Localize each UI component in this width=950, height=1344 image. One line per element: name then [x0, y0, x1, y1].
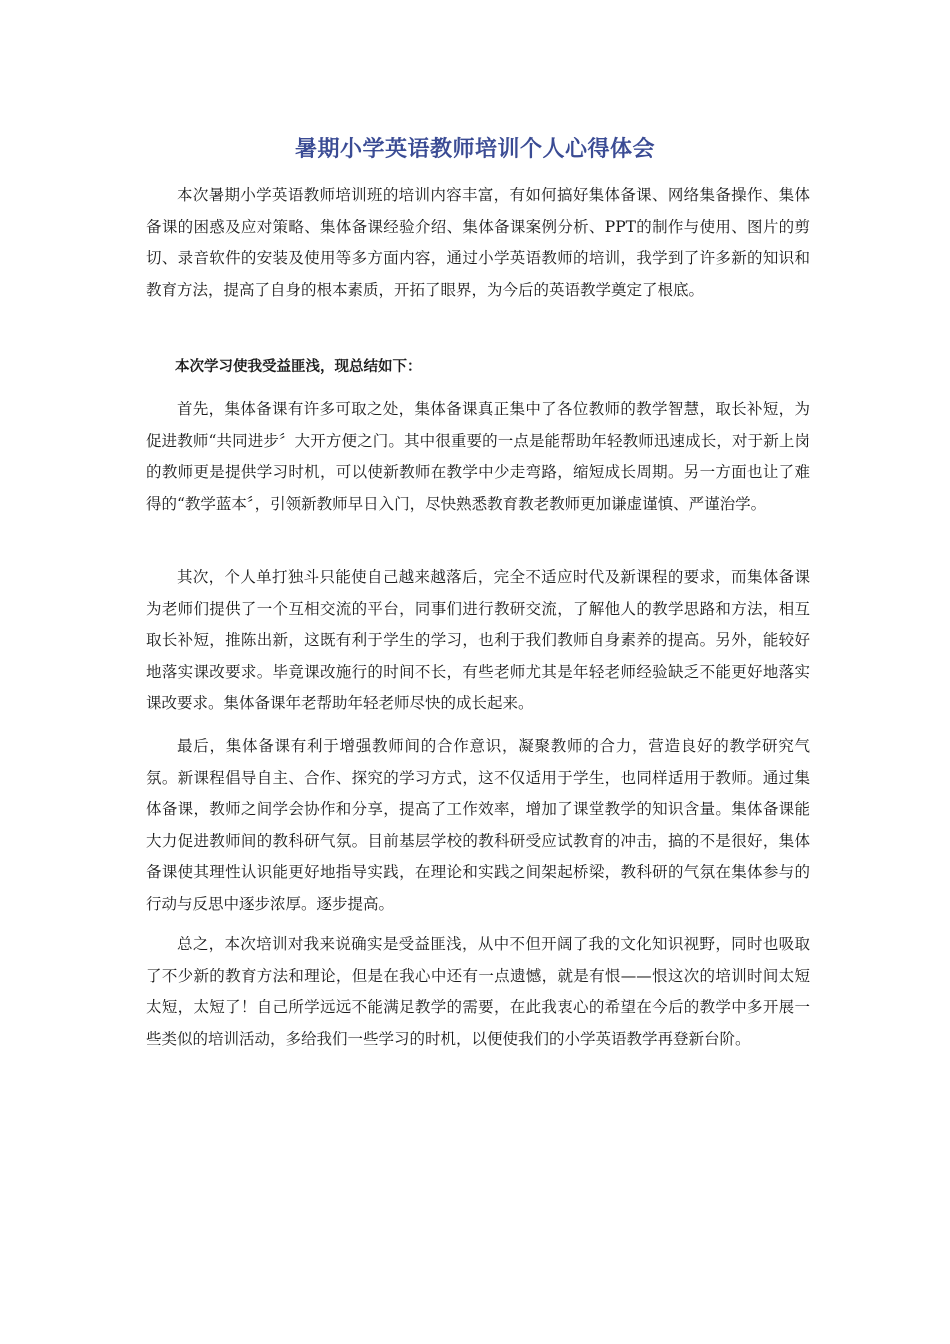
paragraph-last: 最后，集体备课有利于增强教师间的合作意识，凝聚教师的合力，营造良好的教学研究气氛。新课程倡导自主、合作、探究的学习方式，这不仅适用于学生，也同样适用于教师。通过集体备课，教师之间学会协作和分享，提高了工作效率，增加了课堂教学的知识含量。集体备课能大力促进教师间的教科研气氛。目前基层学校的教科研受应试教育的冲击，搞的不是很好，集体备课使其理性认识能更好地指导实践，在理论和实践之间架起桥梁，教科研的气氛在集体参与的行动与反思中逐步浓厚。逐步提高。	[146, 737, 810, 913]
summary-heading: 本次学习使我受益匪浅，现总结如下：	[175, 359, 422, 375]
paragraph-first: 首先，集体备课有许多可取之处，集体备课真正集中了各位教师的教学智慧，取长补短，为促进教师“共同进步〞大开方便之门。其中很重要的一点是能帮助年轻教师迅速成长，对于新上岗的教师更是提供学习时机，可以使新教师在教学中少走弯路，缩短成长周期。另一方面也让了难得的“教学蓝本〞，引领新教师早日入门，尽快熟悉教育教老教师更加谦虚谨慎、严谨治学。	[146, 400, 810, 513]
paragraph-intro: 本次暑期小学英语教师培训班的培训内容丰富，有如何搞好集体备课、网络集备操作、集体备课的困惑及应对策略、集体备课经验介绍、集体备课案例分析、PPT的制作与使用、图片的剪切、录音软件的安装及使用等多方面内容，通过小学英语教师的培训，我学到了许多新的知识和教育方法，提高了自身的根本素质，开拓了眼界，为今后的英语教学奠定了根底。	[146, 186, 810, 299]
paragraph-conclusion: 总之，本次培训对我来说确实是受益匪浅，从中不但开阔了我的文化知识视野，同时也吸取了不少新的教育方法和理论，但是在我心中还有一点遗憾，就是有恨——恨这次的培训时间太短太短，太短了！自己所学远远不能满足教学的需要，在此我衷心的希望在今后的教学中多开展一些类似的培训活动，多给我们一些学习的时机，以便使我们的小学英语教学再登新台阶。	[146, 935, 810, 1048]
paragraph-second: 其次，个人单打独斗只能使自己越来越落后，完全不适应时代及新课程的要求，而集体备课为老师们提供了一个互相交流的平台，同事们进行教研交流，了解他人的教学思路和方法，相互取长补短，推陈出新，这既有利于学生的学习，也利于我们教师自身素养的提高。另外，能较好地落实课改要求。毕竟课改施行的时间不长，有些老师尤其是年轻老师经验缺乏不能更好地落实课改要求。集体备课年老帮助年轻老师尽快的成长起来。	[146, 568, 810, 712]
document-title: 暑期小学英语教师培训个人心得体会	[294, 137, 655, 162]
